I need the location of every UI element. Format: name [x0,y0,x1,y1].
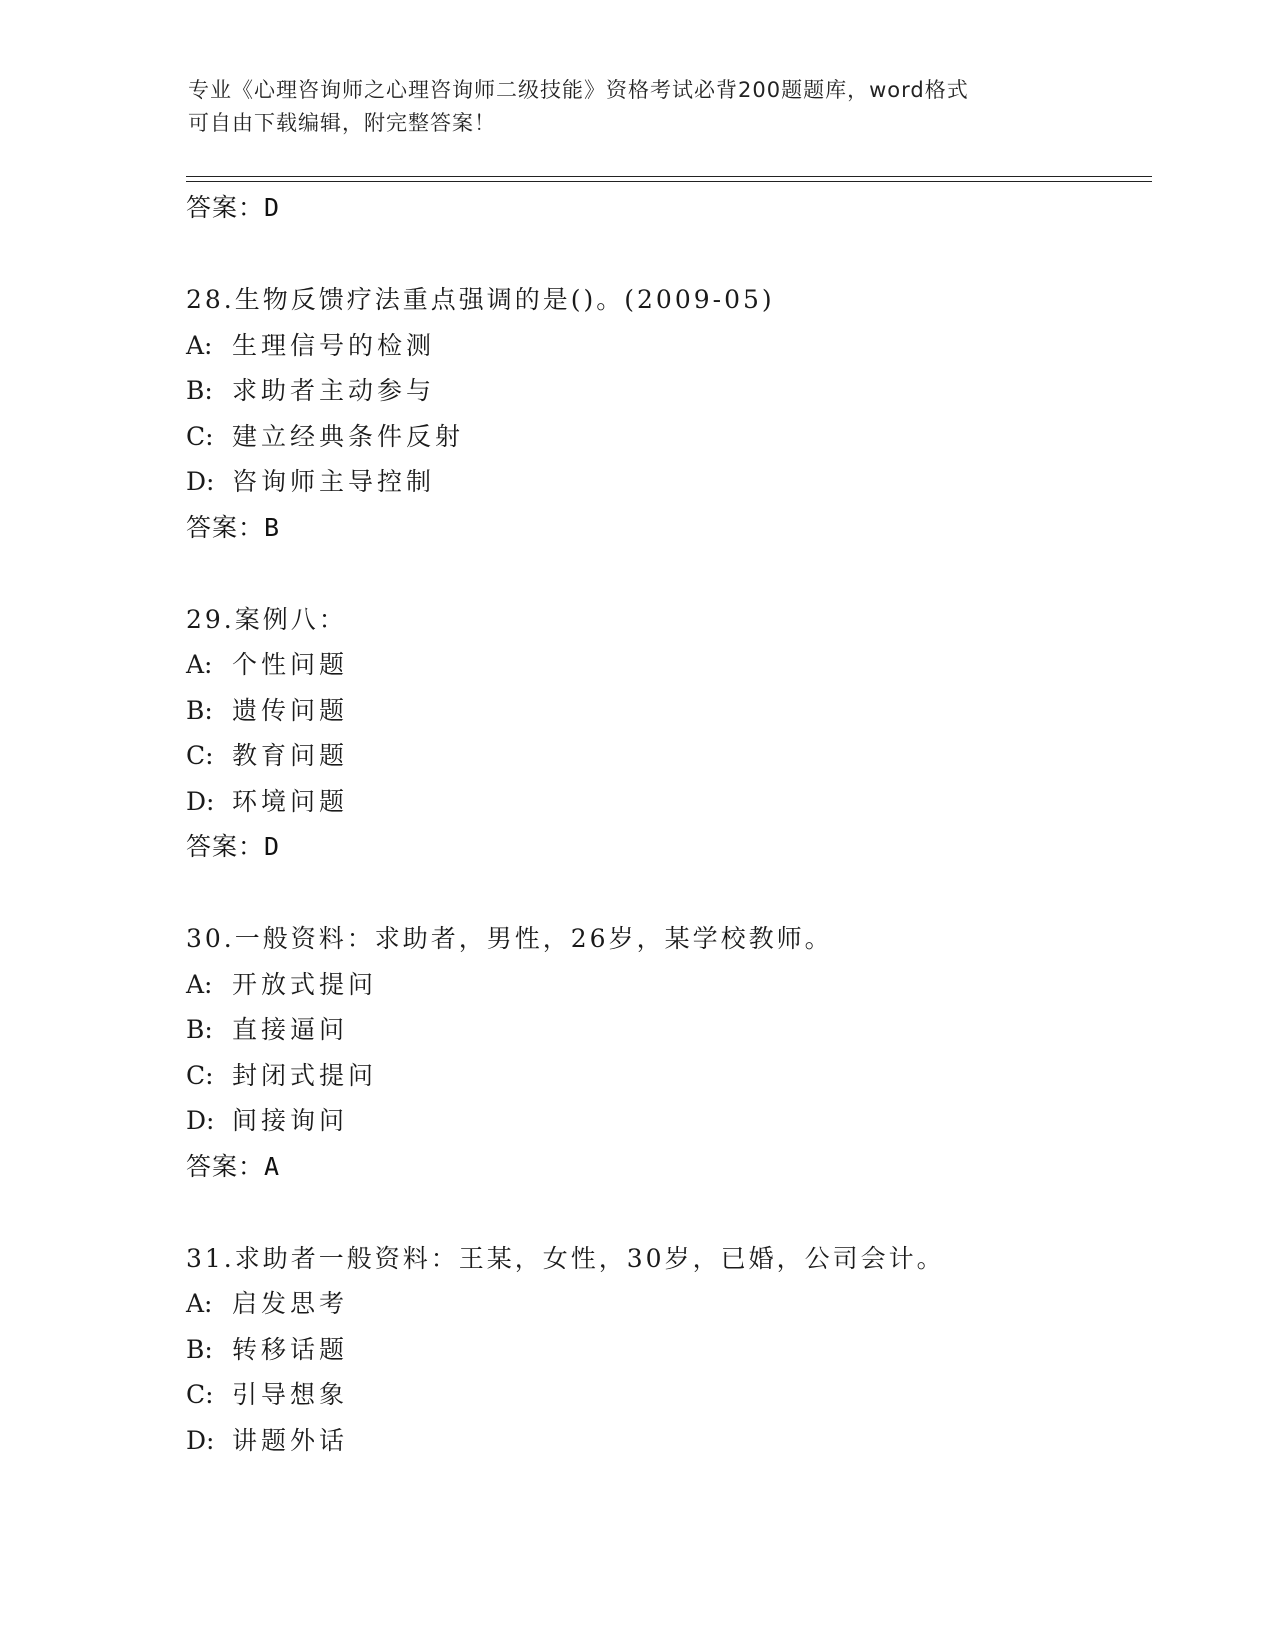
option-text: 启发思考 [232,1289,349,1318]
option-d [186,1104,1146,1138]
option-a [186,968,1146,1002]
spacer [186,545,1146,603]
option-key: C: [186,741,214,770]
answer-label: 答案： [186,1151,265,1181]
option-text: 转移话题 [232,1334,349,1364]
option-d [186,1424,1146,1458]
option-d [186,465,1146,499]
option-a [186,648,1146,682]
option-text: 咨询师主导控制 [232,467,436,496]
header-line-1: 专业《心理咨询师之心理咨询师二级技能》资格考试必背200题题库，word格式 [188,78,969,102]
option-key: B: [186,695,213,725]
spacer [186,1184,1146,1242]
answer-value: B [264,512,281,542]
option-text: 间接询问 [232,1106,349,1135]
answer-value: D [264,832,281,861]
option-key: D: [186,467,215,496]
option-text: 开放式提问 [232,969,378,999]
option-text: 生理信号的检测 [232,330,436,360]
option-b [186,1333,1146,1367]
question-list [186,191,1146,1469]
option-key: D: [186,1106,215,1135]
option-text: 直接逼问 [232,1015,349,1044]
option-a [186,329,1146,363]
option-text: 建立经典条件反射 [232,421,465,451]
option-c [186,1378,1146,1412]
option-key: A: [186,330,213,360]
option-text: 个性问题 [232,650,349,679]
option-key: A: [186,969,213,999]
question-28 [186,283,1146,545]
option-text: 封闭式提问 [232,1060,378,1090]
option-key: B: [186,1015,213,1044]
answer-value: A [264,1151,281,1181]
answer-label: 答案： [186,832,265,861]
option-text: 遗传问题 [232,695,349,725]
option-b [186,1013,1146,1047]
option-key: D: [186,786,215,816]
answer-line [186,511,1146,545]
option-a [186,1287,1146,1321]
answer-label: 答案： [186,512,265,542]
answer-value: D [264,193,281,222]
option-key: C: [186,421,214,451]
question-stem: 30.一般资料：求助者，男性，26岁，某学校教师。 [186,924,833,953]
question-31 [186,1242,1146,1458]
option-text: 教育问题 [232,741,349,770]
option-text: 讲题外话 [232,1425,349,1455]
option-c [186,420,1146,454]
answer-line [186,191,1146,225]
option-c [186,739,1146,773]
option-text: 环境问题 [232,786,349,816]
spacer [186,225,1146,283]
option-key: B: [186,1334,213,1364]
answer-line [186,1150,1146,1184]
option-b [186,374,1146,408]
header-line-2: 可自由下载编辑，附完整答案！ [188,111,496,135]
option-key: A: [186,650,213,679]
option-key: A: [186,1289,213,1318]
option-b [186,694,1146,728]
option-key: C: [186,1060,214,1090]
option-text: 求助者主动参与 [232,376,436,405]
question-30 [186,922,1146,1184]
option-key: C: [186,1380,214,1409]
header-divider [186,176,1152,182]
option-c [186,1059,1146,1093]
document-header [188,74,1088,140]
question-stem: 31.求助者一般资料：王某，女性，30岁，已婚，公司会计。 [186,1243,945,1273]
question-stem: 28.生物反馈疗法重点强调的是()。(2009-05) [186,285,775,314]
answer-label: 答案： [186,193,265,222]
answer-line [186,830,1146,864]
option-d [186,785,1146,819]
option-key: B: [186,376,213,405]
option-text: 引导想象 [232,1380,349,1409]
question-stem: 29.案例八： [186,604,347,634]
spacer [186,864,1146,922]
option-key: D: [186,1425,215,1455]
question-29 [186,603,1146,865]
